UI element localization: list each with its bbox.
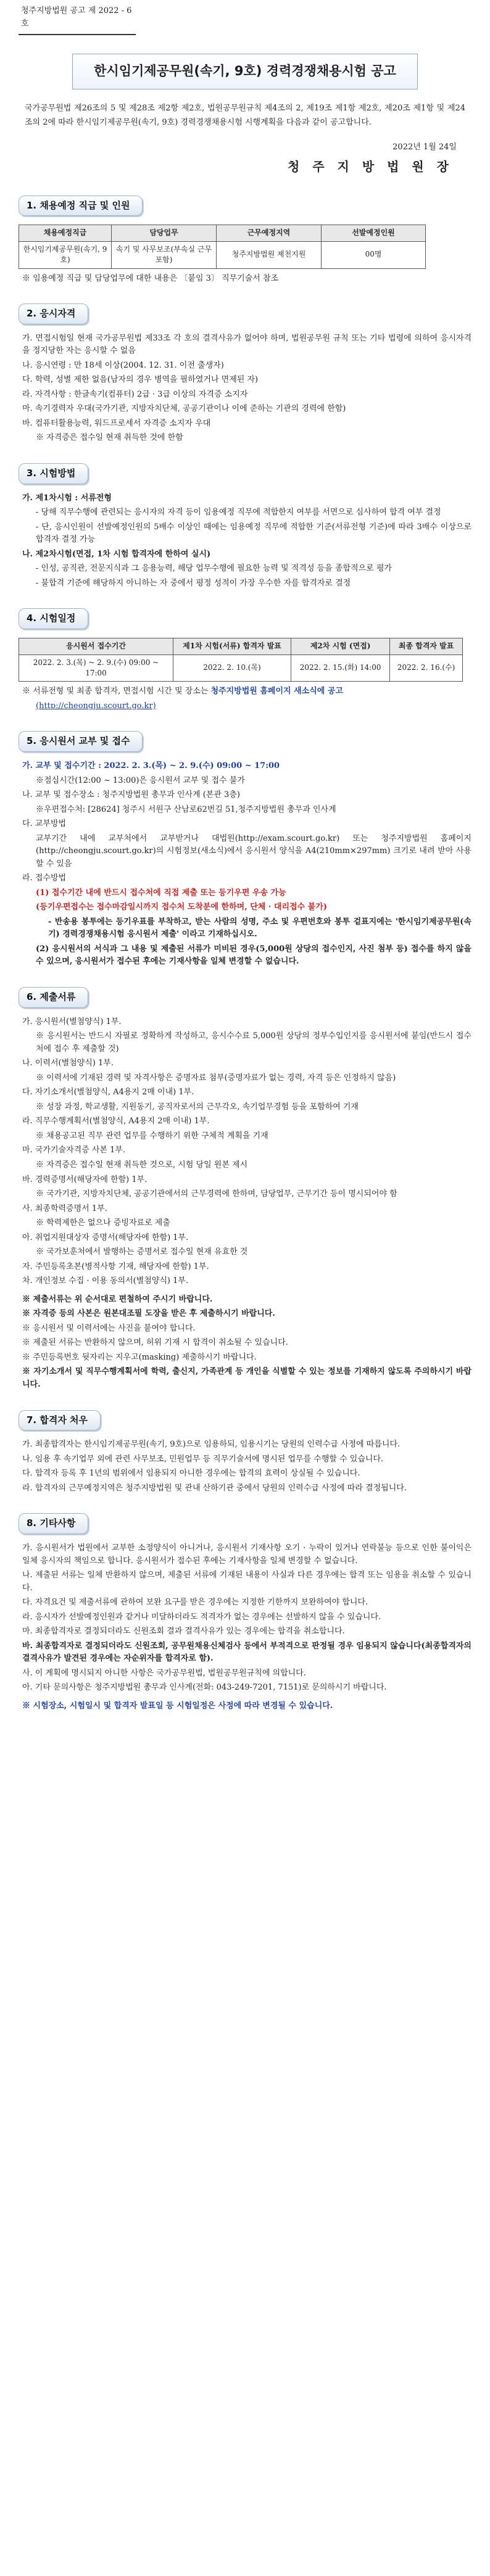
table-cell: 2022. 2. 10.(목) <box>173 654 291 682</box>
documents-note: ※ 주민등록번호 뒷자리는 지우고(masking) 제출하시기 바랍니다. <box>22 1352 257 1362</box>
table-header: 제2차 시험 (면접) <box>291 638 390 654</box>
list-item: 다. 자격요건 및 제출서류에 관하여 보완 요구를 받은 경우에는 지정한 기한까지 보완하여야 합니다. <box>22 1598 368 1608</box>
submission-rule-1: (1) 접수기간 내에 반드시 접수처에 직접 제출 또는 등기우편 우송 가능 <box>36 888 286 898</box>
required-documents-list <box>19 1016 471 1288</box>
table-cell: 한시임기제공무원(속기, 9호) <box>19 241 112 268</box>
document-item: 바. 경력증명서(해당자에 한함) 1부. <box>22 1174 147 1184</box>
table-header: 채용예정직급 <box>19 225 112 241</box>
document-item-note: ※ 성장 과정, 학교생활, 지원동기, 공직자로서의 근무각오, 속기업무경험 등을 포함하여 기재 <box>36 1102 359 1112</box>
list-item: 라. 응시자가 선발예정인원과 같거나 미달하더라도 적격자가 없는 경우에는 선발하지 않을 수 있습니다. <box>22 1612 381 1622</box>
document-item-note: ※ 학력제한은 없으나 증빙자료로 제출 <box>36 1218 170 1228</box>
documents-note: ※ 자기소개서 및 직무수행계획서에 학력, 출신지, 가족관계 등 개인을 식별할 수 있는 정보를 기재하지 않도록 주의하시기 바랍니다. <box>22 1367 471 1389</box>
submission-rule-1-note: (등기우편접수는 접수마감일시까지 접수처 도착분에 한하며, 단체 · 대리접수 불가) <box>36 902 327 912</box>
notice-title: 한시임기제공무원(속기, 9호) 경력경쟁채용시험 공고 <box>72 54 418 89</box>
table-cell: 속기 및 사무보조(부속실 근무 포함) <box>112 241 217 268</box>
documents-note: ※ 자격증 등의 사본은 원본대조필 도장을 받은 후 제출하시기 바랍니다. <box>22 1309 275 1319</box>
document-item: 사. 최종학력증명서 1부. <box>22 1203 107 1213</box>
document-item-note: ※ 자격증은 접수일 현재 취득한 것으로, 시험 당일 원본 제시 <box>36 1160 248 1170</box>
schedule-table <box>19 638 463 682</box>
table-header: 제1차 시험(서류) 합격자 발표 <box>173 638 291 654</box>
section-7-heading: 7. 합격자 처우 <box>19 1410 101 1431</box>
list-item: 나. 응시연령 : 만 18세 이상(2004. 12. 31. 이전 출생자) <box>22 360 224 370</box>
list-item: 라. 합격자의 근무예정지역은 청주지방법원 및 관내 산하기관 중에서 당원의 인력수급 사정에 따라 결정됩니다. <box>22 1483 407 1493</box>
document-item-note: ※ 채용공고된 직무 관련 업무를 수행하기 위한 구체적 계획을 기재 <box>36 1131 268 1141</box>
submission-method-title: 라. 접수방법 <box>22 873 67 883</box>
table-header: 선발예정인원 <box>322 225 426 241</box>
document-item-note: ※ 응시원서는 반드시 자필로 정확하게 작성하고, 응시수수료 5,000원 상당의 정부수입인지를 응시원서에 붙임(반드시 접수처에 접수 후 제출할 것) <box>36 1031 471 1054</box>
list-item: 가. 응시원서가 법원에서 교부한 소정양식이 아니거나, 응시원서 기재사항 오기 · 누락이 있거나 연락불능 등으로 인한 불이익은 일체 응시자의 책임으로 합니다. 응시원서가 접수된 후에는 기재사항을 일체 변경할 수 없습니다. <box>22 1543 471 1566</box>
document-item: 가. 응시원서(별첨양식) 1부. <box>22 1017 122 1026</box>
list-item: 바. 최종합격자로 결정되더라도 신원조회, 공무원채용신체검사 등에서 부적격으로 판정될 경우 임용되지 않습니다(최종합격자의 결격사유가 발견된 경우에는 자순위자를 합격자로 함). <box>22 1641 471 1664</box>
list-note: ※ 자격증은 접수일 현재 취득한 것에 한함 <box>36 433 183 443</box>
table-cell: 청주지방법원 제천지원 <box>217 241 322 268</box>
document-item-note: ※ 국가보훈처에서 발행하는 증명서로 접수일 현재 유효한 것 <box>36 1247 248 1257</box>
list-note: ※우편접수처: [28624] 청주시 서원구 산남로62번길 51,청주지방법원 총무과 인사계 <box>36 804 336 814</box>
list-item: - 인성, 공직관, 전문지식과 그 응용능력, 해당 업무수행에 필요한 능력 및 적격성 등을 종합적으로 평가 <box>36 564 392 574</box>
exam-stage-2-title: 나. 제2차시험(면접, 1차 시험 합격자에 한하여 실시) <box>22 549 211 559</box>
list-item: 나. 제출된 서류는 일체 반환하지 않으며, 제출된 서류에 기재된 내용이 사실과 다른 경우에는 합격 또는 임용을 취소할 수 있습니다. <box>22 1571 471 1593</box>
exam-stage-1-title: 가. 제1차시험 : 서류전형 <box>22 493 112 503</box>
table-header: 근무예정지역 <box>217 225 322 241</box>
section-8-heading: 8. 기타사항 <box>19 1513 88 1534</box>
list-item: 다. 학력, 성별 제한 없음(남자의 경우 병역을 필하였거나 면제된 자) <box>22 375 259 385</box>
document-item-note: ※ 국가기관, 지방자치단체, 공공기관에서의 근무경력에 한하며, 담당업무, 근무기간 등이 명시되어야 함 <box>36 1189 397 1199</box>
table-header: 최종 합격자 발표 <box>390 638 463 654</box>
list-item: 가. 면접시험일 현재 국가공무원법 제33조 각 호의 결격사유가 없어야 하며, 법원공무원 규칙 또는 기타 법령에 의하여 응시자격을 정지당한 자는 응시할 수 없음 <box>22 333 471 356</box>
notice-date: 2022년 1월 24일 <box>392 142 457 152</box>
section-5-heading: 5. 응시원서 교부 및 접수 <box>19 731 143 752</box>
document-item-note: ※ 이력서에 기재된 경력 및 자격사항은 증명자료 첨부(증명자료가 없는 경력, 자격 등은 인정하지 않음) <box>36 1073 396 1083</box>
table-cell: 2022. 2. 3.(목) ~ 2. 9.(수) 09:00 ~ 17:00 <box>19 654 173 682</box>
list-item: 바. 컴퓨터활용능력, 워드프로세서 자격증 소지자 우대 <box>22 418 211 428</box>
document-item: 다. 자기소개서(별첨양식, A4용지 2매 이내) 1부. <box>22 1088 194 1097</box>
table-cell: 00명 <box>322 241 426 268</box>
document-item: 차. 개인정보 수집 · 이용 동의서(별첨양식) 1부. <box>22 1276 189 1286</box>
distribution-method-title: 다. 교부방법 <box>22 819 67 829</box>
section-6-heading: 6. 제출서류 <box>19 987 88 1008</box>
table-header: 담당업무 <box>112 225 217 241</box>
documents-note: ※ 제출된 서류는 반환하지 않으며, 허위 기재 시 합격이 취소될 수 있습니다. <box>22 1338 288 1348</box>
schedule-note <box>22 685 471 698</box>
distribution-method-text: 교부기간 내에 교부처에서 교부받거나 대법원(http://exam.scourt.go.kr) 또는 청주지방법원 홈페이지(http://cheongju.scourt.go.kr)의 시험정보(새소식)에서 응시원서 양식을 A4(210mm×297mm) 크기로 내려 받아 사용할 수 있음 <box>36 833 471 869</box>
list-item: 마. 최종합격자로 결정되더라도 신원조회 결과 결격사유가 있는 경우에는 합격을 취소합니다. <box>22 1627 345 1637</box>
table-cell: 2022. 2. 16.(수) <box>390 654 463 682</box>
section-3-heading: 3. 시험방법 <box>19 463 88 484</box>
list-item: 아. 기타 문의사항은 청주지방법원 총무과 인사계(전화: 043-249-7201, 7151)로 문의하시기 바랍니다. <box>22 1683 387 1693</box>
list-item: - 불합격 기준에 해당하지 아니하는 자 중에서 평정 성적이 가장 우수한 자를 합격자로 결정 <box>36 578 351 588</box>
document-item: 자. 주민등록초본(병적사항 기재, 해당자에 한함) 1부. <box>22 1261 209 1271</box>
issuing-authority: 청 주 지 방 법 원 장 <box>287 159 453 175</box>
documents-note: ※ 응시원서 및 이력서에는 사진을 붙여야 합니다. <box>22 1323 196 1333</box>
final-notice: ※ 시험장소, 시험일시 및 합격자 발표일 등 시험일정은 사정에 따라 변경될 수 있습니다. <box>22 1701 333 1711</box>
intro-text: 국가공무원법 제26조의 5 및 제28조 제2항 제2호, 법원공무원규칙 제4조의 2, 제19조 제1항 제2호, 제20조 제1항 및 제24조의 2에 따라 한시임기제공무원(속기, 9호) 경력경쟁채용시험 시행계획을 다음과 같이 공고합니다. <box>25 104 465 127</box>
list-item: 가. 최종합격자는 한시임기제공무원(속기, 9호)으로 임용하되, 임용시기는 당원의 인력수급 사정에 따릅니다. <box>22 1440 401 1450</box>
list-item: 나. 임용 후 속기업무 외에 관련 사무보조, 민원업무 등 직무기술서에 명시된 업무를 수행할 수 있습니다. <box>22 1454 384 1464</box>
documents-note: ※ 제출서류는 위 순서대로 편철하여 주시기 바랍니다. <box>22 1294 213 1304</box>
list-item: - 단, 응시인원이 선발예정인원의 5배수 이상인 때에는 임용예정 직무에 적합한 기준(서류전형 기준)에 따라 3배수 이상으로 합격자 결정 가능 <box>36 522 471 545</box>
section-4-heading: 4. 시험일정 <box>19 608 88 629</box>
list-item: - 당해 직무수행에 관련되는 응시자의 자격 등이 임용예정 직무에 적합한지 여부를 서면으로 심사하여 합격 여부 결정 <box>36 508 441 518</box>
submission-rule-2: (2) 응시원서의 서식과 그 내용 및 제출된 서류가 미비된 경우(5,000원 상당의 접수인지, 사진 첨부 등) 접수를 하지 않을 수 있으며, 응시원서가 접수된 후에는 기재사항을 일체 변경할 수 없습니다. <box>36 944 471 967</box>
list-item: 다. 합격자 등록 후 1년의 범위에서 임용되지 아니한 경우에는 합격의 효력이 상실될 수 있습니다. <box>22 1469 360 1479</box>
table-header: 응시원서 접수기간 <box>19 638 173 654</box>
list-item: 마. 속기경력자 우대(국가기관, 지방자치단체, 공공기관이나 이에 준하는 기관의 경력에 한함) <box>22 404 346 414</box>
application-period: 가. 교부 및 접수기간 : 2022. 2. 3.(목) ~ 2. 9.(수) 09:00 ~ 17:00 <box>22 761 280 771</box>
document-item: 라. 직무수행계획서(별첨양식, A4용지 2매 이내) 1부. <box>22 1117 210 1126</box>
section-1-note: ※ 임용예정 직급 및 담당업무에 대한 내용은 〔붙임 3〕 직무기술서 참조 <box>22 273 279 283</box>
section-1-heading: 1. 채용예정 직급 및 인원 <box>19 196 143 217</box>
document-item: 마. 국가기술자격증 사본 1부. <box>22 1146 126 1155</box>
section-2-heading: 2. 응시자격 <box>19 303 88 324</box>
list-note: ※점심시간(12:00 ~ 13:00)은 응시원서 교부 및 접수 불가 <box>36 775 245 785</box>
notice-number: 청주지방법원 공고 제 2022 - 6 호 <box>19 5 136 35</box>
schedule-note-highlight: 청주지방법원 홈페이지 새소식에 공고 <box>210 687 343 696</box>
recruitment-table <box>19 225 426 268</box>
document-item: 아. 취업지원대상자 증명서(해당자에 한함) 1부. <box>22 1232 189 1242</box>
table-cell: 2022. 2. 15.(화) 14:00 <box>291 654 390 682</box>
homepage-link[interactable]: (http://cheongju.scourt.go.kr) <box>36 701 156 711</box>
submission-rule-1-detail: - 반송용 봉투에는 등기우표를 부착하고, 받는 사람의 성명, 주소 및 우편번호와 봉투 겉표지에는 '한시임기제공무원(속기) 경력경쟁채용시험 응시원서 제출' 이라고 기재하십시오. <box>48 917 471 939</box>
document-item: 나. 이력서(별첨양식) 1부. <box>22 1059 114 1068</box>
list-item: 사. 이 계획에 명시되지 아니한 사항은 국가공무원법, 법원공무원규칙에 의합니다. <box>22 1668 306 1678</box>
schedule-note-text: ※ 서류전형 및 최종 합격자, 면접시험 시간 및 장소는 <box>22 687 211 696</box>
application-place: 나. 교부 및 접수장소 : 청주지방법원 총무과 인사계 (본관 3층) <box>22 790 240 800</box>
list-item: 라. 자격사항 : 한글속기(컴퓨터) 2급 · 3급 이상의 자격증 소지자 <box>22 389 248 399</box>
